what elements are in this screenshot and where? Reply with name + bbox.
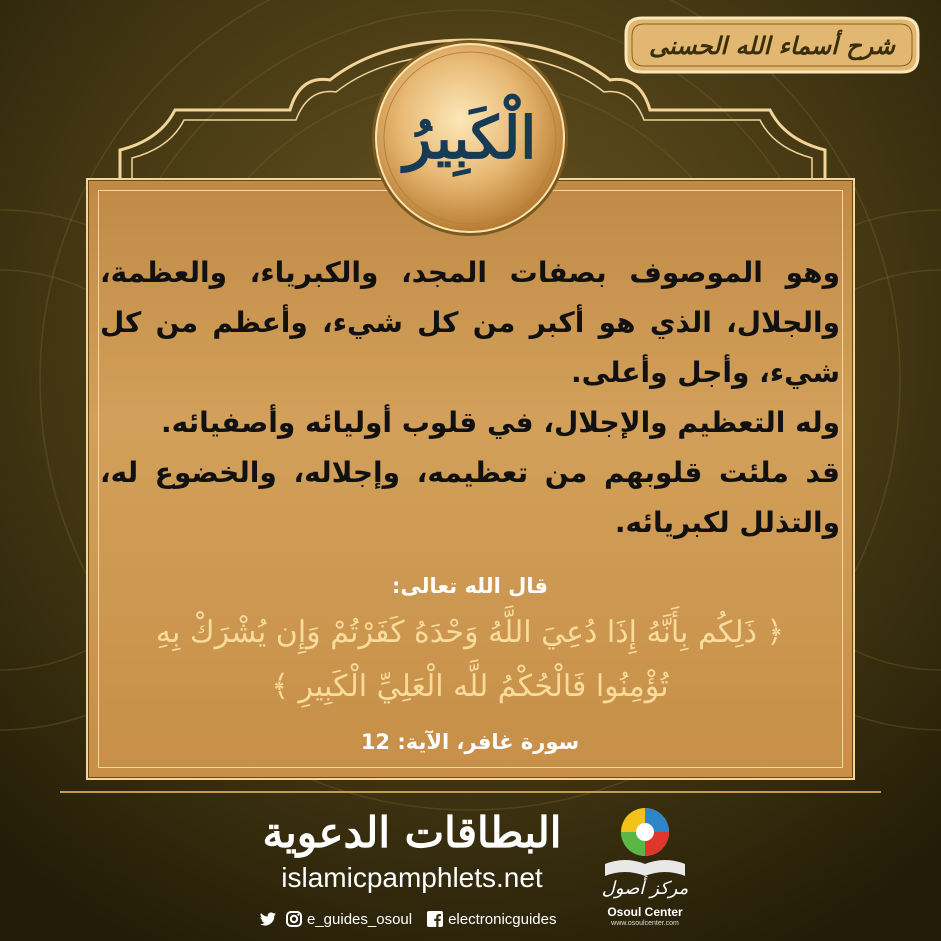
quran-verse: ﴿ ذَلِكُم بِأَنَّهُ إِذَا دُعِيَ اللَّهُ وَحْدَهُ كَفَرْتُمْ وَإِن يُشْرَكْ بِهِ تُؤْمِنُوا فَالْحُكْمُ للَّه الْعَلِيِّ الْكَبِيرِ ﴾ [155, 615, 785, 704]
logo-english-name: Osoul Center [607, 905, 683, 919]
paragraph-1: وهو الموصوف بصفات المجد، والكبرياء، والعظمة، والجلال، الذي هو أكبر من كل شيء، وأعظم من كل شيء، وأجل وأعلى. [100, 256, 840, 389]
paragraph-3: قد ملئت قلوبهم من تعظيمه، وإجلاله، والخضوع له، والتذلل لكبريائه. [100, 456, 840, 539]
website-link[interactable]: islamicpamphlets.net [281, 862, 543, 893]
logo-url: www.osoulcenter.com [611, 920, 679, 927]
brand-calligraphy: البطاقات الدعوية [262, 808, 562, 857]
header-tag: شرح أسماء الله الحسنى [648, 30, 896, 60]
verse-reference: سورة غافر، الآية: 12 [360, 730, 580, 754]
description-text [100, 248, 840, 548]
social-bar [255, 905, 585, 933]
facebook-icon[interactable] [426, 910, 444, 928]
quote-label: قال الله تعالى: [391, 574, 549, 598]
paragraph-2: وله التعظيم والإجلال، في قلوب أوليائه وأصفيائه. [161, 406, 840, 439]
twitter-icon[interactable] [259, 910, 277, 928]
logo-arabic-name: مركز أصول [601, 878, 689, 899]
social-handle-2[interactable]: electronicguides [448, 910, 557, 928]
instagram-icon[interactable] [285, 910, 303, 928]
social-handle-1[interactable]: e_guides_osoul [307, 910, 413, 928]
name-title: الْكَبِيرُ [403, 104, 537, 172]
